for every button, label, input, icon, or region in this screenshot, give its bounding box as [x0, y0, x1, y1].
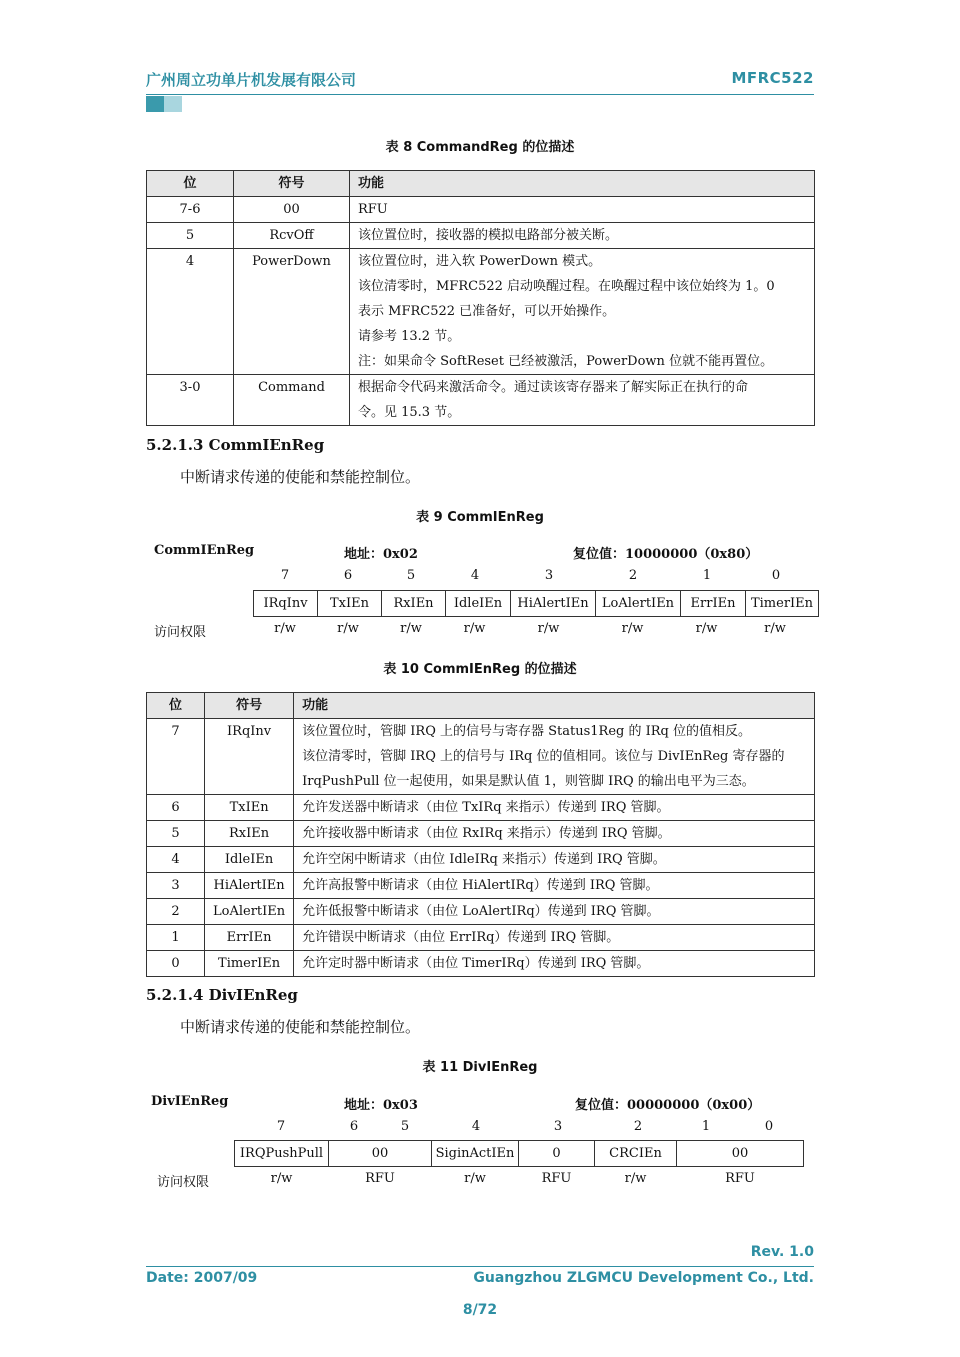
- table-row: [147, 197, 815, 223]
- register-field: 0: [519, 1141, 595, 1166]
- access-value: RFU: [725, 1171, 755, 1186]
- access-value: r/w: [274, 621, 296, 636]
- table11-caption: 表 11 DivIEnReg: [422, 1060, 538, 1075]
- header-product: MFRC522: [731, 69, 814, 87]
- table10-bit: 4: [147, 847, 205, 873]
- table11-access-label: 访问权限: [157, 1175, 210, 1190]
- function-line: 该位置位时，管脚 IRQ 上的信号与寄存器 Status1Reg 的 IRq 位的值相反。: [302, 724, 751, 739]
- section-heading-divienreg: 5.2.1.4 DivIEnReg: [146, 986, 298, 1004]
- table11-address: 地址：0x03: [344, 1098, 418, 1113]
- footer-rule: [146, 1266, 814, 1267]
- table9-access-label: 访问权限: [154, 625, 207, 640]
- function-line: 允许低报警中断请求（由位 LoAlertIRq）传递到 IRQ 管脚。: [302, 904, 660, 919]
- table8-symbol: RcvOff: [234, 223, 350, 249]
- access-value: r/w: [537, 621, 560, 636]
- function-line: 允许发送器中断请求（由位 TxIRq 来指示）传递到 IRQ 管脚。: [302, 800, 670, 815]
- function-line: 允许高报警中断请求（由位 HiAlertIRq）传递到 IRQ 管脚。: [302, 878, 659, 893]
- table10-function: [294, 847, 815, 873]
- access-value: r/w: [695, 621, 718, 636]
- table-row: [147, 249, 815, 375]
- header-logo-block-light: [164, 96, 182, 112]
- section-text-divienreg: 中断请求传递的使能和禁能控制位。: [180, 1018, 421, 1036]
- register-field: IdleIEn: [446, 591, 511, 616]
- register-field: LoAlertIEn: [596, 591, 681, 616]
- table8-header-symbol: 符号: [234, 171, 350, 197]
- bit-number: 3: [553, 1119, 563, 1134]
- table-row: [147, 847, 815, 873]
- bit-number: 1: [701, 1119, 711, 1134]
- table8-bit: 4: [147, 249, 234, 375]
- function-line: 该位清零时，MFRC522 启动唤醒过程。在唤醒过程中该位始终为 1。0: [358, 279, 775, 294]
- access-value: RFU: [365, 1171, 395, 1186]
- register-field: SiginActIEn: [432, 1141, 519, 1166]
- table9-address: 地址：0x02: [344, 547, 418, 562]
- register-field: RxIEn: [382, 591, 446, 616]
- table8-function: [350, 223, 815, 249]
- bit-number: 5: [406, 568, 416, 583]
- footer-page-number: 8/72: [462, 1302, 498, 1318]
- header-company: 广州周立功单片机发展有限公司: [146, 71, 357, 89]
- table10-function: [294, 719, 815, 795]
- table8-function: [350, 375, 815, 426]
- header-rule: [146, 94, 814, 95]
- footer-revision: Rev. 1.0: [750, 1244, 814, 1260]
- function-line: 注：如果命令 SoftReset 已经被激活，PowerDown 位就不能再置位。: [358, 354, 774, 369]
- table-row: [147, 375, 815, 426]
- table10-function: [294, 925, 815, 951]
- bit-number: 0: [771, 568, 781, 583]
- access-value: r/w: [270, 1171, 293, 1186]
- function-line: 表示 MFRC522 已准备好，可以开始操作。: [358, 304, 616, 319]
- register-field: IRQPushPull: [235, 1141, 329, 1166]
- table8-function: [350, 197, 815, 223]
- register-field: ErrIEn: [681, 591, 746, 616]
- function-line: RFU: [358, 202, 388, 217]
- register-field: CRCIEn: [595, 1141, 677, 1166]
- function-line: 根据命令代码来激活命令。通过读该寄存器来了解实际正在执行的命: [358, 380, 749, 395]
- access-value: r/w: [400, 621, 422, 636]
- table10-function: [294, 951, 815, 977]
- function-line: 该位置位时，进入软 PowerDown 模式。: [358, 254, 602, 269]
- register-field: IRqInv: [254, 591, 318, 616]
- table10-bit: 1: [147, 925, 205, 951]
- table10-symbol: IdleIEn: [205, 847, 294, 873]
- table10-bit: 6: [147, 795, 205, 821]
- table9-register-name: CommIEnReg: [154, 543, 255, 558]
- table9-field-row: [253, 590, 819, 617]
- register-field: TxIEn: [318, 591, 382, 616]
- access-value: r/w: [621, 621, 644, 636]
- table-row: [147, 925, 815, 951]
- table8-symbol: 00: [234, 197, 350, 223]
- table-row: [147, 821, 815, 847]
- table10-symbol: LoAlertIEn: [205, 899, 294, 925]
- table8-header-function: 功能: [350, 171, 815, 197]
- function-line: IrqPushPull 位一起使用，如果是默认值 1，则管脚 IRQ 的输出电平为三态。: [302, 774, 755, 789]
- bit-number: 3: [544, 568, 554, 583]
- table8-symbol: PowerDown: [234, 249, 350, 375]
- access-value: r/w: [764, 621, 786, 636]
- table10-bit: 7: [147, 719, 205, 795]
- bit-number: 7: [276, 1119, 286, 1134]
- table8: [146, 170, 815, 426]
- table10-function: [294, 821, 815, 847]
- table8-symbol: Command: [234, 375, 350, 426]
- table8-caption: 表 8 CommandReg 的位描述: [385, 140, 575, 155]
- bit-number: 2: [633, 1119, 643, 1134]
- register-field: 00: [677, 1141, 804, 1166]
- section-heading-commienreg: 5.2.1.3 CommIEnReg: [146, 436, 325, 454]
- function-line: 允许定时器中断请求（由位 TimerIRq）传递到 IRQ 管脚。: [302, 956, 650, 971]
- bit-number: 4: [470, 568, 480, 583]
- table8-bit: 3-0: [147, 375, 234, 426]
- function-line: 允许接收器中断请求（由位 RxIRq 来指示）传递到 IRQ 管脚。: [302, 826, 671, 841]
- table10-symbol: TxIEn: [205, 795, 294, 821]
- table10: [146, 692, 815, 977]
- table-row: [147, 899, 815, 925]
- table10-symbol: HiAlertIEn: [205, 873, 294, 899]
- table-row: [147, 795, 815, 821]
- register-field: TimerIEn: [746, 591, 819, 616]
- table10-bit: 0: [147, 951, 205, 977]
- table10-bit: 5: [147, 821, 205, 847]
- footer-date: Date: 2007/09: [146, 1270, 258, 1286]
- table11-field-row: [234, 1140, 804, 1167]
- table-row: [147, 951, 815, 977]
- table10-symbol: IRqInv: [205, 719, 294, 795]
- function-line: 允许错误中断请求（由位 ErrIRq）传递到 IRQ 管脚。: [302, 930, 620, 945]
- table10-header-bit: 位: [147, 693, 205, 719]
- bit-number: 6: [343, 568, 353, 583]
- function-line: 允许空闲中断请求（由位 IdleIRq 来指示）传递到 IRQ 管脚。: [302, 852, 666, 867]
- table8-header-bit: 位: [147, 171, 234, 197]
- table8-function: [350, 249, 815, 375]
- table-row: [147, 223, 815, 249]
- table11-reset-value: 复位值：00000000（0x00）: [575, 1098, 761, 1113]
- function-line: 请参考 13.2 节。: [358, 329, 461, 344]
- footer-company: Guangzhou ZLGMCU Development Co., Ltd.: [473, 1270, 814, 1286]
- table10-header-symbol: 符号: [205, 693, 294, 719]
- table10-function: [294, 873, 815, 899]
- table9-caption: 表 9 CommIEnReg: [416, 510, 544, 525]
- table10-bit: 3: [147, 873, 205, 899]
- table8-bit: 5: [147, 223, 234, 249]
- bit-number: 6: [349, 1119, 359, 1134]
- table10-symbol: ErrIEn: [205, 925, 294, 951]
- access-value: r/w: [464, 1171, 486, 1186]
- table10-bit: 2: [147, 899, 205, 925]
- bit-number: 2: [628, 568, 638, 583]
- header-logo-block-dark: [146, 96, 164, 112]
- table10-caption: 表 10 CommIEnReg 的位描述: [383, 662, 577, 677]
- access-value: RFU: [541, 1171, 572, 1186]
- section-text-commienreg: 中断请求传递的使能和禁能控制位。: [180, 468, 421, 486]
- table10-function: [294, 899, 815, 925]
- function-line: 令。见 15.3 节。: [358, 405, 461, 420]
- register-field: HiAlertIEn: [511, 591, 596, 616]
- table10-header-function: 功能: [294, 693, 815, 719]
- access-value: r/w: [463, 621, 486, 636]
- table-row: [147, 873, 815, 899]
- table10-symbol: RxIEn: [205, 821, 294, 847]
- table8-bit: 7-6: [147, 197, 234, 223]
- bit-number: 0: [764, 1119, 774, 1134]
- access-value: r/w: [337, 621, 359, 636]
- table10-symbol: TimerIEn: [205, 951, 294, 977]
- access-value: r/w: [624, 1171, 647, 1186]
- bit-number: 1: [702, 568, 712, 583]
- function-line: 该位置位时，接收器的模拟电路部分被关断。: [358, 228, 619, 243]
- table-row: [147, 719, 815, 795]
- table10-function: [294, 795, 815, 821]
- bit-number: 7: [280, 568, 290, 583]
- bit-number: 4: [471, 1119, 481, 1134]
- function-line: 该位清零时，管脚 IRQ 上的信号与 IRq 位的值相同。该位与 DivIEnReg 寄存器的: [302, 749, 785, 764]
- table9-reset-value: 复位值：10000000（0x80）: [573, 547, 759, 562]
- bit-number: 5: [400, 1119, 410, 1134]
- table11-register-name: DivIEnReg: [151, 1094, 229, 1109]
- register-field: 00: [329, 1141, 432, 1166]
